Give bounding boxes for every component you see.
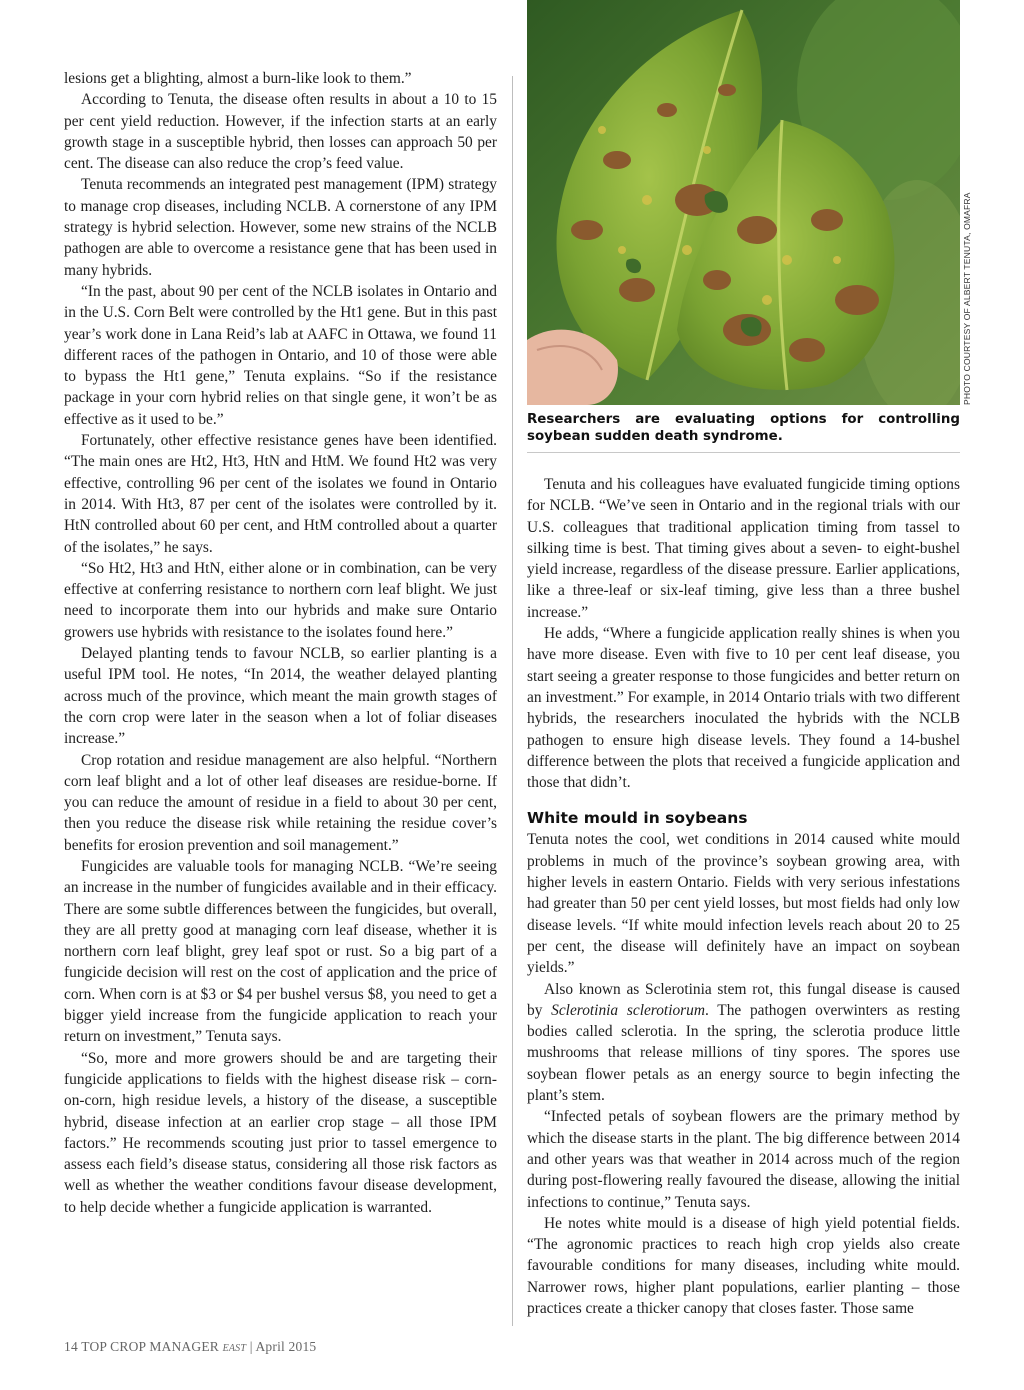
page-number: 14 (64, 1339, 78, 1354)
paragraph: “In the past, about 90 per cent of the NCLB isolates in Ontario and in the U.S. Corn Belt were controlled by the Ht1 gene. But in this past year’s work done in Lana Reid’s lab at AAFC in Ottawa, we found 11 different races of the pathogen in Ontario, and 10 of those were able to bypass the Ht1 gene,” Tenuta explains. “So if the resistance package in your corn hybrid relies on that single gene, it won’t be as effective as it used to be.” (64, 282, 497, 428)
paragraph: Fortunately, other effective resistance genes have been identified. “The main ones are Ht2, Ht3, HtN and HtM. We found Ht2 was very effective, controlling 96 per cent of the isolates we found in Ontario in 2014. With Ht3, 87 per cent of the isolates were controlled by it. HtN controlled about 60 per cent, and HtM controlled about a quarter of the isolates,” he says. (64, 432, 497, 556)
paragraph: “So, more and more growers should be and are targeting their fungicide applications to fields with the highest disease risk – corn-on-corn, high residue levels, a history of the disease, a susceptible hybrid, disease infection at an earlier crop stage – all those IPM factors.” He recommends scouting just prior to tassel emergence to assess each field’s disease status, considering all those risk factors as well as whether the weather conditions favour disease development, to help decide whether a fungicide application is warranted. (64, 1049, 497, 1216)
photo-caption: Researchers are evaluating options for controlling soybean sudden death syndrome. (527, 412, 960, 444)
leaf-illustration (527, 0, 960, 405)
paragraph: “So Ht2, Ht3 and HtN, either alone or in combination, can be very effective at conferring resistance to northern corn leaf blight. We just need to incorporate them into our hybrids and make sure Ontario growers use hybrids with resistance to the isolates found here.” (64, 559, 497, 641)
paragraph: Tenuta notes the cool, wet conditions in 2014 caused white mould problems in much of the province’s soybean growing area, with higher levels in eastern Ontario. Fields with very serious infestations had greater than 50 per cent yield losses, but most fields had only low disease levels. “If white mould infection levels reach about 20 to 25 per cent, the disease will definitely have an impact on soybean yields.” (527, 831, 960, 977)
page-footer (64, 1339, 316, 1355)
paragraph: Tenuta and his colleagues have evaluated fungicide timing options for NCLB. “We’ve seen in Ontario and in the regional trials with our U.S. colleagues that traditional application timing from tassel to silking time is best. That timing gives about a seven- to eight-bushel yield increase, regardless of the disease pressure. Earlier applications, like a three-leaf or six-leaf timing, give less than a three bushel increase.” (527, 476, 960, 621)
paragraph: According to Tenuta, the disease often results in about a 10 to 15 per cent yield reduction. However, if the infection starts at an early growth stage in a susceptible hybrid, then losses can approach 50 per cent. The disease can also reduce the crop’s feed value. (64, 91, 497, 173)
magazine-title: TOP CROP MANAGER (81, 1339, 219, 1354)
species-name: Sclerotinia sclerotiorum (551, 1001, 705, 1019)
paragraph: “Infected petals of soybean flowers are the primary method by which the disease starts in the plant. The big difference between 2014 and other years was that weather in 2014 across much of the region during post-flowering really favoured the disease, allowing the initial infections to continue,” Tenuta says. (527, 1108, 960, 1211)
edition-label: EAST (222, 1343, 247, 1354)
paragraph: Delayed planting tends to favour NCLB, so earlier planting is a useful IPM tool. He notes, “In 2014, the weather delayed planting across much of the province, which meant the main growth stages of the corn crop were later in the season when a lot of foliar diseases increase.” (64, 645, 497, 748)
soybean-leaf-photo (527, 0, 960, 405)
paragraph: Tenuta recommends an integrated pest management (IPM) strategy to manage crop diseases, including NCLB. A cornerstone of any IPM strategy is hybrid selection. However, some new strains of the NCLB pathogen are able to overcome a resistance gene that has been used in many hybrids. (64, 176, 497, 279)
paragraph (527, 979, 960, 1107)
paragraph: lesions get a blighting, almost a burn-like look to them.” (64, 70, 412, 87)
footer-separator: | (249, 1339, 253, 1354)
issue-date: April 2015 (255, 1339, 317, 1354)
paragraph: He notes white mould is a disease of high yield potential fields. “The agronomic practices to reach high crop yields also create favourable conditions for many diseases, including white mould. Narrower rows, higher plant populations, earlier planting – those practices create a thicker canopy that closes faster. Those same (527, 1214, 960, 1317)
text-run: Also known as Sclerotinia stem rot, this fungal disease is caused by (527, 980, 960, 1019)
paragraph: He adds, “Where a fungicide application really shines is when you have more disease. Even with five to 10 per cent leaf disease, you start seeing a greater response to those fungicides and better return on an investment.” For example, in 2014 Ontario trials with two different hybrids, the researchers inoculated the hybrids with the NCLB pathogen to ensure high disease levels. They found a 14-bushel difference between the plots that received a fungicide application and those that didn’t. (527, 625, 960, 792)
text-run: . The pathogen overwinters as resting bodies called sclerotia. In the spring, the sclerotia produce little mushrooms that release millions of tiny spores. The spores use soybean flower petals as an energy source to begin infecting the plant’s stem. (527, 1001, 961, 1105)
left-column (64, 68, 497, 1218)
section-heading: White mould in soybeans (527, 809, 748, 828)
photo-credit: PHOTO COURTESY OF ALBERT TENUTA, OMAFRA (962, 192, 972, 405)
caption-divider (527, 452, 960, 453)
column-divider (512, 76, 513, 1326)
paragraph: Fungicides are valuable tools for managing NCLB. “We’re seeing an increase in the number of fungicides available and in their efficacy. There are some subtle differences between the fungicides, but overall, they are all pretty good at managing corn leaf disease, whether it is northern corn leaf blight, grey leaf spot or rust. So a big part of a fungicide decision will rest on the cost of application and the price of corn. When corn is at $3 or $4 per bushel versus $8, you need to get a bigger yield increase from the fungicide application to reach your return on investment,” Tenuta says. (64, 857, 497, 1046)
right-column (527, 474, 960, 1319)
paragraph: Crop rotation and residue management are also helpful. “Northern corn leaf blight and a lot of other leaf diseases are residue-borne. If you can reduce the amount of residue in a field to about 30 per cent, then you reduce the disease risk while retaining the residue cover’s benefits for erosion prevention and soil management.” (64, 751, 497, 854)
